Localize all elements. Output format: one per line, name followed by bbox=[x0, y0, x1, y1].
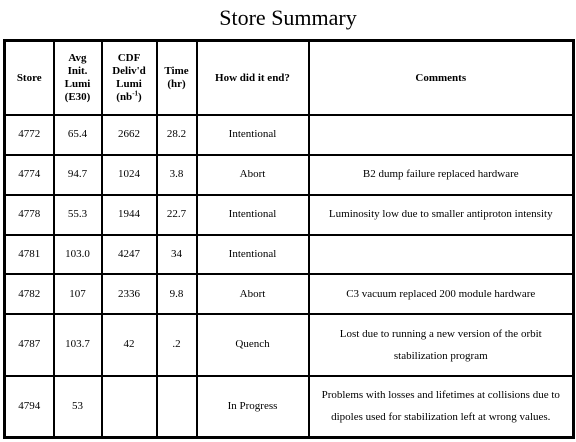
header-avg-line: Init. bbox=[67, 65, 88, 77]
cell-time: 34 bbox=[157, 235, 197, 275]
header-time-line: (hr) bbox=[167, 78, 186, 90]
table-row bbox=[5, 155, 574, 195]
cell-time: .2 bbox=[157, 314, 197, 375]
page-title: Store Summary bbox=[219, 5, 357, 30]
cell-store: 4787 bbox=[5, 314, 54, 375]
header-time bbox=[157, 41, 197, 116]
cell-store: 4772 bbox=[5, 115, 54, 155]
unit-exponent: -1 bbox=[132, 89, 139, 98]
cell-comment bbox=[309, 115, 574, 155]
cell-avg-lumi: 107 bbox=[54, 274, 102, 314]
table-row bbox=[5, 195, 574, 235]
header-avg-init-lumi bbox=[54, 41, 102, 116]
cell-ending: Abort bbox=[197, 274, 309, 314]
cell-ending: In Progress bbox=[197, 376, 309, 438]
cell-time: 3.8 bbox=[157, 155, 197, 195]
header-cdf-line: Lumi bbox=[116, 78, 142, 90]
table-row bbox=[5, 314, 574, 375]
header-cdf-delivered-lumi bbox=[102, 41, 157, 116]
unit-prefix: (nb bbox=[116, 91, 133, 103]
cell-avg-lumi: 53 bbox=[54, 376, 102, 438]
header-how-did-it-end: How did it end? bbox=[197, 41, 309, 116]
cell-time: 28.2 bbox=[157, 115, 197, 155]
header-row bbox=[5, 41, 574, 116]
cell-comment bbox=[309, 235, 574, 275]
cell-comment: Problems with losses and lifetimes at collisions due to dipoles used for stabilization left at wrong values. bbox=[309, 376, 574, 438]
cell-comment: Lost due to running a new version of the orbit stabilization program bbox=[309, 314, 574, 375]
cell-store: 4781 bbox=[5, 235, 54, 275]
cell-store: 4778 bbox=[5, 195, 54, 235]
cell-avg-lumi: 103.0 bbox=[54, 235, 102, 275]
table-row bbox=[5, 274, 574, 314]
cell-cdf-lumi: 42 bbox=[102, 314, 157, 375]
cell-ending: Abort bbox=[197, 155, 309, 195]
cell-ending: Intentional bbox=[197, 235, 309, 275]
cell-store: 4774 bbox=[5, 155, 54, 195]
cell-comment: Luminosity low due to smaller antiproton intensity bbox=[309, 195, 574, 235]
cell-ending: Intentional bbox=[197, 195, 309, 235]
table-row bbox=[5, 376, 574, 438]
cell-time: 9.8 bbox=[157, 274, 197, 314]
cell-store: 4782 bbox=[5, 274, 54, 314]
cell-avg-lumi: 55.3 bbox=[54, 195, 102, 235]
cell-cdf-lumi: 4247 bbox=[102, 235, 157, 275]
table-row bbox=[5, 235, 574, 275]
header-store: Store bbox=[5, 41, 54, 116]
cell-comment: C3 vacuum replaced 200 module hardware bbox=[309, 274, 574, 314]
cell-time: 22.7 bbox=[157, 195, 197, 235]
header-avg-line: (E30) bbox=[64, 91, 91, 103]
unit-suffix: ) bbox=[138, 91, 142, 103]
header-avg-line: Avg bbox=[68, 52, 87, 64]
cell-avg-lumi: 65.4 bbox=[54, 115, 102, 155]
cell-cdf-lumi bbox=[102, 376, 157, 438]
cell-ending: Intentional bbox=[197, 115, 309, 155]
header-avg-line: Lumi bbox=[64, 78, 91, 90]
header-cdf-unit bbox=[107, 91, 152, 104]
cell-store: 4794 bbox=[5, 376, 54, 438]
header-cdf-line: Deliv'd bbox=[112, 65, 146, 77]
header-cdf-line: CDF bbox=[117, 52, 141, 64]
cell-avg-lumi: 103.7 bbox=[54, 314, 102, 375]
cell-comment: B2 dump failure replaced hardware bbox=[309, 155, 574, 195]
cell-cdf-lumi: 2336 bbox=[102, 274, 157, 314]
cell-time bbox=[157, 376, 197, 438]
cell-ending: Quench bbox=[197, 314, 309, 375]
table-row bbox=[5, 115, 574, 155]
cell-cdf-lumi: 2662 bbox=[102, 115, 157, 155]
cell-cdf-lumi: 1944 bbox=[102, 195, 157, 235]
store-summary-table bbox=[3, 39, 575, 439]
header-comments: Comments bbox=[309, 41, 574, 116]
header-time-line: Time bbox=[164, 65, 189, 77]
cell-avg-lumi: 94.7 bbox=[54, 155, 102, 195]
cell-cdf-lumi: 1024 bbox=[102, 155, 157, 195]
